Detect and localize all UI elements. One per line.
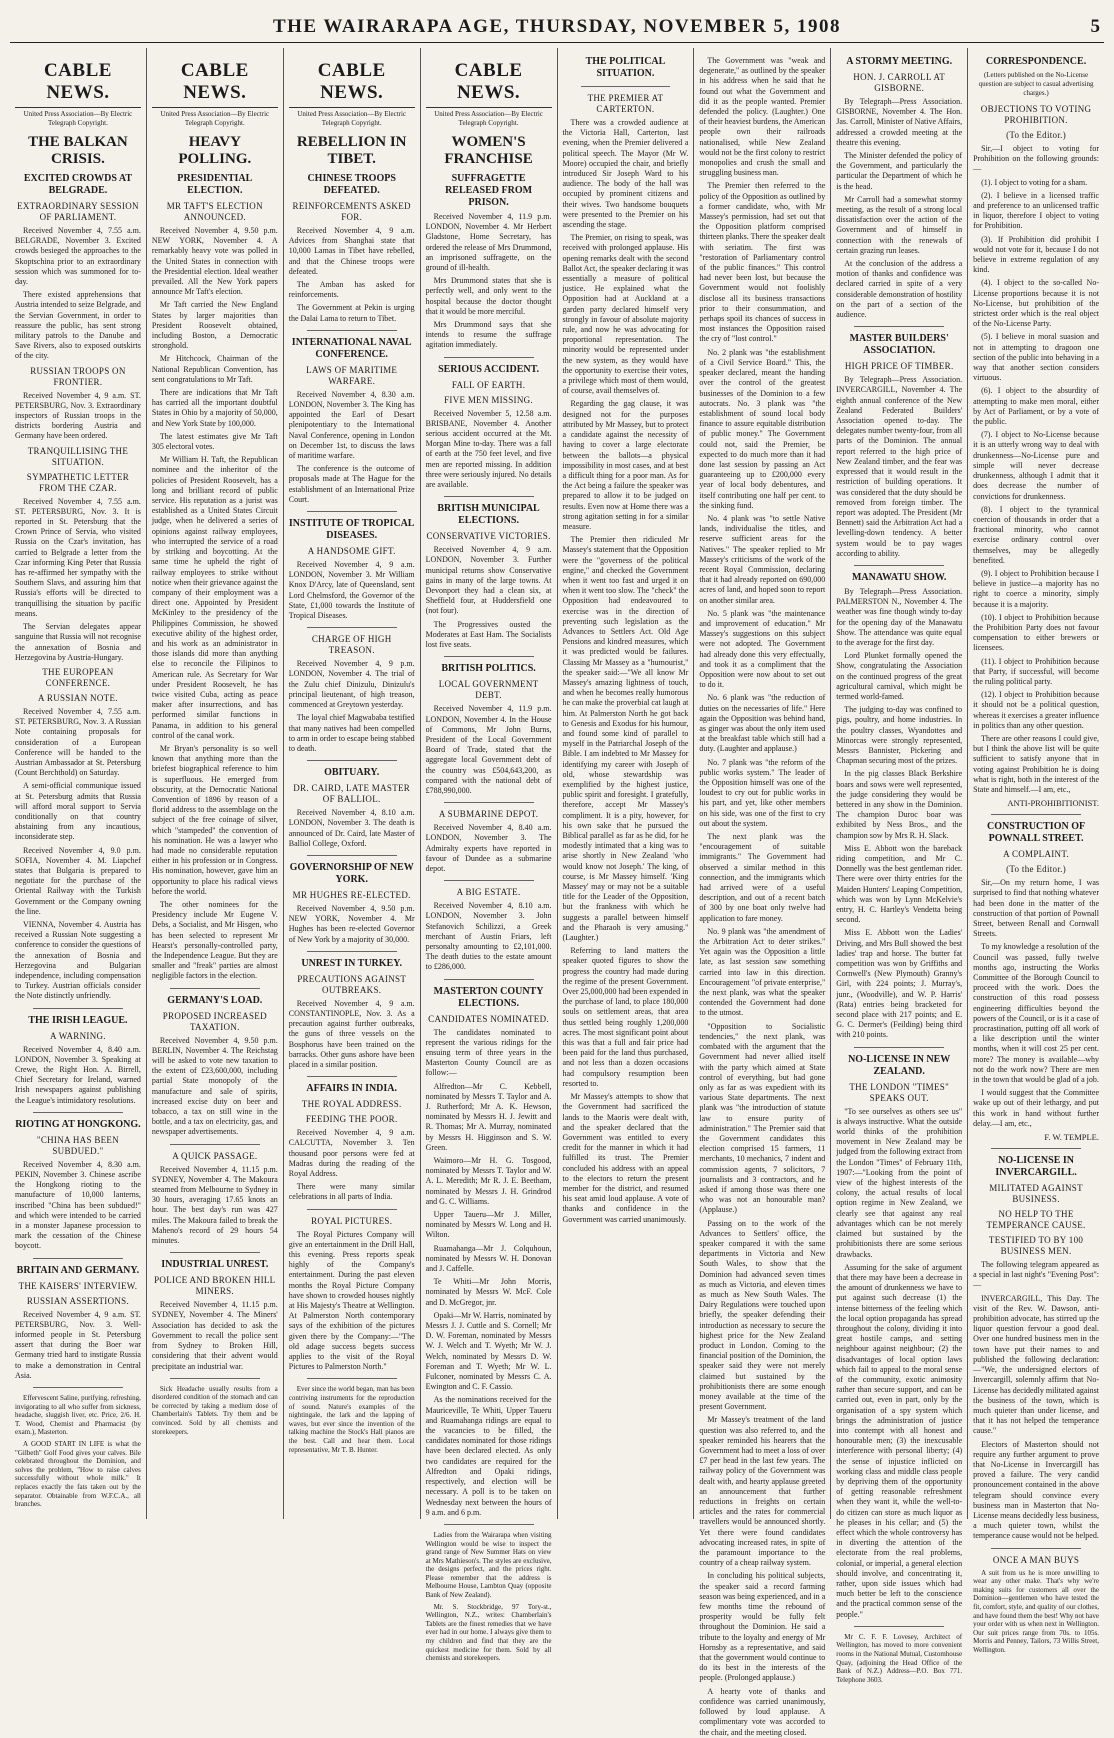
- article-paragraph: The loyal chief Magwababa testified that many natives had been compelled to arm in order to escape being stabbed to death.: [288, 713, 415, 753]
- subheadline: AFFAIRS IN INDIA.: [306, 1083, 398, 1095]
- article-paragraph: Received November 4, 9 a.m. LONDON, November 3. Mr William Knox D'Arcy, late of Queensland, sent Lord Chelmsford, the Governor of the State, £1,000 towards the Institute of Tropical Diseases.: [288, 560, 415, 621]
- divider: [170, 988, 260, 989]
- columns: [10, 48, 1104, 1737]
- masthead: [10, 16, 1104, 38]
- article-paragraph: The judging to-day was confined to pigs, poultry, and home industries. In the poultry classes, Wyandottes and Minorcas were strongly represented, Messrs Bannister, Pickering and Chapman securing most of the prizes.: [836, 705, 963, 766]
- letter-paragraph: (2). I believe in a licensed traffic and preference to an unlicensed traffic in liquor, therefore I object to voting for Prohibition.: [973, 190, 1099, 231]
- article-paragraph: The Premier then referred to the policy of the Opposition as outlined by a former candidate, who, with Mr Massey's permission, had set out that the Opposition platform comprised thirteen planks. There the speaker dealt with seriatim. The first was "restoration of Parliamentary control of the public finances." This control had never been lost, but because the Government would not foolishly disclose all its business transactions prior to their consummation, and perhaps spoil its chances of success in most instances the Opposition raised the cry of "lost control.": [699, 181, 826, 344]
- article-paragraph: The Premier then ridiculed Mr Massey's statement that the Opposition were the "governess of the political engine," and checked the Government when it went too fast and urged it on when it went too slow. The "check" the Opposition had endeavoured to exercise was in the direction of preventing such legislation as the Advances to Settlers Act. Old Age Pensions and kindred measures, which it was predicted would be failures. Classing Mr Massey as a "humourist," the speaker said:—"We all know Mr Massey's amazing lightness of touch, and when he becomes really humorous he can make the proverbial cat laugh at him. At Palmerston North he got back to Genesis and Exodus for his humour, and found some kind of parallel to myself in the Patriarchal Joseph of the Bible. I am indebted to Mr Massey for identifying my career with Joseph of old, whose stewardship was exemplified by the highest justice, public spirit and foresight. I gratefully, therefore, accept Mr Massey's compliment. It is a pity, however, for his own sake that he pursued the Biblical parallel as far as he did, for he modestly intimated that a king was to arise shortly in New Zealand 'who would know not Joseph.' The king, of course, is Mr Massey himself. 'King Massey' may or may not be a suitable title for the Leader of the Opposition, but the frankness with which he suggests a parallel between himself and the Pharaoh is very amusing." (Laughter.): [562, 535, 689, 943]
- letter-paragraph: Sir,—I object to voting for Prohibition on the following grounds:—: [973, 144, 1099, 174]
- article-paragraph: Received November 4, 9 a.m. ST. PETERSBURG, Nov. 3. Extraordinary inspectors of Russian troops in the districts bordering Austria and Germany have been ordered.: [15, 390, 141, 441]
- article-paragraph: Upper Taueru—Mr J. Miller, nominated by Messrs W. Long and H. Wilton.: [425, 1210, 552, 1240]
- article-paragraph: Passing on to the work of the Advances to Settlers' office, the speaker compared it with the same departments in Victoria and New South Wales, to show that the Dominion had advanced seven times as much as Victoria, and eleven times as much as New South Wales. The Dairy Regulations were touched upon briefly, the speaker defending their introduction as necessary to secure the highest price for the New Zealand product in London. Coming to the financial position of the Dominion, the speaker said they were not merely claimed but sustained by the prohibitionists there are some enough money available at the time of the present Government.: [699, 1218, 826, 1412]
- subheadline: RUSSIAN ASSERTIONS.: [26, 1295, 130, 1306]
- article-paragraph: Waimoro—Mr H. G. Tosgood, nominated by Messrs T. Taylor and W. A. L. Meredith; Mr R. J. E. Beetham, nominated by Messrs J. H. Grindrod and G. C. Williams.: [425, 1156, 552, 1206]
- subheadline: INDUSTRIAL UNREST.: [161, 1259, 269, 1271]
- to-editor-label: (To the Editor.): [1006, 864, 1067, 875]
- article-paragraph: No. 5 plank was "the maintenance and improvement of education." Mr Massey's suggestions on this subject were not adopted. The Government had already done this very effectually, and took it as a compliment that the Opposition were now about to set out to do it.: [699, 608, 826, 690]
- letter-paragraph: (1). I object to voting for a sham.: [981, 177, 1088, 187]
- article-paragraph: Miss E. Abbott won the Ladies' Driving, and Mrs Bull showed the best ladies' trap and horse. The butter fat competition was won by Griffiths and Cornwell's (New Plymouth) Granny's Girl, with 224 points; J. Murray's, junr., (Woodville), and W. P. Harris' (Rata) entries being bracketed for second place with 217 points; and E. G. C. Dermer's (Feilding) being third with 210 points.: [836, 928, 963, 1040]
- article-paragraph: Mr William H. Taft, the Republican nominee and the inheritor of the policies of President Roosevelt, has a long and brilliant record of public service. His reputation as a jurist was established as a United States Circuit judge, when he delivered a series of opinions against railway employees, who interrupted the service of a road by striking and boycotting. At the same time he upheld the right of railway employees to strike without notice when their grievance against the company of their employment was a direct one. Appointed by President McKinley to the presidency of the Philippines Commission, he showed executive ability of the highest order, and his work as an administrator in those islands did more than anything else to reconcile the Filipinos to American rule. As Secretary for War under President Roosevelt, he has twice visited Cuba, acting as peace maker after insurrections, and has performed similar functions in Panama, in addition to his general control of the canal work.: [151, 455, 278, 740]
- subheadline: A SUBMARINE DEPOT.: [438, 809, 539, 820]
- article-paragraph: Received November 4, 9 a.m. Advices from Shanghai state that 10,000 Lamas in Tibet have rebelled, and that the Chinese troops were defeated.: [288, 226, 415, 276]
- subheadline: GOVERNORSHIP OF NEW YORK.: [289, 861, 414, 885]
- article-paragraph: Received November 5, 12.58 a.m. BRISBANE, November 4. Another serious accident occurred at the Mt. Morgan Mine to-day. There was a fall of earth at the 750 feet level, and five men are reported missing. In addition three were seriously injured. No details are available.: [425, 408, 552, 490]
- article-paragraph: In concluding his political subjects, the speaker said a record farming season was being experienced, and in a few months time the rebound of prosperity would be fully felt throughout the Dominion. He said a tribute to the loyalty and energy of Mr Hornsby as a representative, and said that the government would continue to do its best in the interests of the people. (Prolonged applause.): [699, 1571, 826, 1683]
- letter-paragraph: To my knowledge a resolution of the Council was passed, fully twelve months ago, instructing the Works Committee of the Borough Council to proceed with the work. Does the construction of this road possess engineering difficulties beyond the powers of the Council, or is it a case of procrastination, putting off all work of a like description until the winter months, when it will cost 25 per cent. more? The money is available—why not do the work now? There are men in the town that would be glad of a job.: [973, 942, 1099, 1085]
- subheadline: CHARGE OF HIGH TREASON.: [311, 634, 392, 656]
- divider: [444, 496, 534, 497]
- divider: [33, 1387, 123, 1388]
- article-paragraph: No. 6 plank was "the reduction of duties on the necessaries of life." Here again the Opposition was behind hand, as ginger was about the only item used at the breakfast table which still had a duty. (Laughter and applause.): [699, 693, 826, 754]
- subheadline: LOCAL GOVERNMENT DEBT.: [438, 679, 539, 701]
- divider: [307, 627, 397, 628]
- advertisement: Sick Headache usually results from a disordered condition of the stomach and can be corrected by taking a medium dose of Chamberlain's Tablets. Try them and be convinced. Sold by all chemists and storekeepers.: [151, 1384, 278, 1436]
- article-paragraph: Received November 4, 11.9 p.m. LONDON, November 4. In the House of Commons, Mr John Burns, President of the Local Government Board of Trade, stated that the aggregate local Government debt of the country was £504,643,200, as compared with the national debt of £788,990,000.: [425, 704, 552, 795]
- letter-paragraph: (8). I object to the tyrannical coercion of thousands in order that a fractional minority, who cannot exercise ordinary control over themselves, may be allegedly benefited.: [973, 504, 1099, 565]
- advertisement: Mr. S. Stockbridge, 97 Tory-st., Wellington, N.Z., writes: Chamberlain's Tablets are the finest remedies that we have ever had in our home. I always give them to my children and find that they are the quickest medicine for them. Sold by all chemists and storekeepers.: [425, 1602, 552, 1663]
- divider: [307, 1378, 397, 1379]
- article-paragraph: Received November 4, 9.50 p.m. BERLIN, November 4. The Reichstag will be asked to vote new taxation to the extent of £23,600,000, including partial State monopoly of the manufacture and sale of spirits, increased excise duty on beer and tobacco, a tax on still wine in the bottle, and a tax on electricity, gas, and newspaper advertisements.: [151, 1035, 278, 1137]
- letter-paragraph: (3). If Prohibition did prohibit I would not vote for it, because I do not believe in extreme regulation of any kind.: [973, 234, 1099, 275]
- article-paragraph: Alfredton—Mr C. Kebbell, nominated by Messrs T. Taylor and A. J. Rutherford; Mr A. K. Hewson, nominated by Messrs H. J. Jewitt and R. Thomas; Mr A. Murray, nominated by Messrs H. Higginson and S. W. Green.: [425, 1081, 552, 1152]
- subheadline: CHINESE TROOPS DEFEATED.: [307, 173, 396, 196]
- article-paragraph: Mr Taft carried the New England States by larger majorities than President Roosevelt obtained, including Boston, a Democratic stronghold.: [151, 300, 278, 351]
- article-paragraph: There was a crowded audience at the Victoria Hall, Carterton, last evening, when the Premier delivered a political speech. The Mayor (Mr W. Moore) occupied the chair, and briefly introduced Sir Joseph Ward to his audience. The body of the hall was occupied by prominent citizens and their wives. Two handsome bouquets were presented to the Premier on his ascending the stage.: [562, 118, 689, 230]
- divider: [307, 330, 397, 331]
- advertisement-heading: ONCE A MAN BUYS: [992, 1554, 1080, 1565]
- divider: [444, 880, 534, 881]
- article-paragraph: Received November 4, 7.55 a.m. ST. PETERSBURG, Nov. 3. It is reported in St. Petersburg that the Crown Prince of Servia, who visited Russia on the Czar's invitation, has carried to Belgrade a letter from the Czar informing King Peter that Russia has re-affirmed her sympathy with the Southern Slavs, and assuring him that Russia's efforts will be directed to tranquillising the situation by pacific means.: [15, 496, 141, 618]
- column-8: [967, 48, 1104, 1654]
- subheadline: "CHINA HAS BEEN SUBDUED.": [36, 1134, 120, 1156]
- article-paragraph: A semi-official communique issued at St. Petersburg admits that Russia will afford moral support to Servia conditionally on that country abstaining from any incautious, inconsiderate step.: [15, 781, 141, 842]
- letter-paragraph: (12). I object to Prohibition because it should not be a political question, whereas it exercises a greater influence in politics than any other question.: [973, 690, 1099, 730]
- article-paragraph: A hearty vote of thanks and confidence was carried unanimously, followed by loud applause. A complimentary vote was accorded to the chair, and the meeting closed.: [699, 1686, 826, 1737]
- section-banner: CABLE NEWS.: [289, 54, 415, 108]
- article-paragraph: By Telegraph—Press Association. GISBORNE, November 4. The Hon. Jas. Carroll, Minister of Native Affairs, addressed a crowded meeting at the theatre this evening.: [836, 97, 963, 147]
- divider: [33, 1258, 123, 1259]
- divider: [33, 1112, 123, 1113]
- subheadline: EXCITED CROWDS AT BELGRADE.: [23, 173, 133, 196]
- headline: CORRESPONDENCE.: [985, 56, 1087, 67]
- article-paragraph: By Telegraph—Press Association. PALMERSTON N., November 4. The weather was fine though windy to-day for the opening day of the Manawatu Show. The attendance was quite equal to the average for the first day.: [836, 586, 963, 647]
- article-paragraph: Received November 4, 8.30 a.m. PEKIN, November 3. Chinese ascribe the Hongkong rioting to the manufacture of 10,000 lanterns, inscribed "China has been subdued!" and which were intended to be carried in a monster Japanese procession to mark the cessation of the Chinese boycott.: [15, 1159, 141, 1251]
- article-paragraph: There existed apprehensions that Austria intended to seize Belgrade, and the Servian Government, in order to reassure the public, has sent strong military patrols to the Danube and Save Rivers, also to exposed outskirts of the city.: [15, 290, 141, 361]
- subheadline: THE ROYAL ADDRESS.: [301, 1099, 402, 1110]
- subheadline: LAWS OF MARITIME WARFARE.: [306, 364, 398, 386]
- article-paragraph: Received November 4, 8.40 a.m. LONDON, November 3. Speaking at Crewe, the Right Hon. A. Birrell, Chief Secretary for Ireland, warned Irish newspapers against publishing the League's intimidatory resolutions.: [15, 1044, 141, 1105]
- column-6: [693, 48, 830, 1737]
- subheadline: RIOTING AT HONGKONG.: [15, 1118, 141, 1130]
- subheadline: PROPOSED INCREASED TAXATION.: [162, 1010, 267, 1032]
- article-paragraph: Received November 4, 9.0 p.m. SOFIA, November 4. M. Liapchef states that Bulgaria is prepared to negotiate for the purchase of the Oriental Railway with the Turkish Government or the Company owning the line.: [15, 845, 141, 916]
- masthead-rule: [10, 42, 1104, 43]
- article-paragraph: Received November 4, 9 a.m. CALCUTTA, November 3. Ten thousand poor persons were fed at Madras during the reading of the Royal Address.: [288, 1128, 415, 1178]
- subheadline: MILITATED AGAINST BUSINESS.: [989, 1183, 1083, 1205]
- subheadline: TRANQUILLISING THE SITUATION.: [27, 445, 129, 467]
- subheadline: INSTITUTE OF TROPICAL DISEASES.: [288, 518, 415, 542]
- letter-paragraph: (7). I object to No-License because it is an utterly wrong way to deal with drunkenness—No-License pure and simple will never decrease drunkenness, although I admit that it does decrease the number of convictions for drunkenness.: [973, 430, 1099, 501]
- divider: [854, 1047, 944, 1048]
- subheadline: REINFORCEMENTS ASKED FOR.: [292, 201, 411, 222]
- subheadline: NO-LICENSE IN INVERCARGILL.: [995, 1155, 1077, 1179]
- section-banner: CABLE NEWS.: [426, 54, 552, 108]
- divider: [307, 951, 397, 952]
- subheadline: DR. CAIRD, LATE MASTER OF BALLIOL.: [293, 783, 411, 805]
- advertisement: A suit from us he is more unwilling to wear any other make. That's why we're making suits for customers all over the Dominion—gentlemen who have tested the fit, comfort, style, and quality of our clothes, and have found them the best! Why not have your order with us when next in Wellington. Our suit prices range from 70s. to 105s. Morris and Penney, Tailors, 73 Willis Street, Wellington.: [973, 1568, 1099, 1654]
- divider: [991, 1148, 1081, 1149]
- press-credit: United Press Association—By Electric Telegraph Copyright.: [297, 110, 407, 127]
- article-paragraph: In the pig classes Black Berkshire boars and sows were well represented, the judge considering they would be bettered in any show in the Dominion. The champion Duroc boar was exhibited by Ness Bros., and the champion sow by Mrs R. H. Slack.: [836, 769, 963, 840]
- article-paragraph: The other nominees for the Presidency include Mr Eugene V. Debs, a Socialist, and Mr Hisgen, who has been selected to represent Mr Hearst's personally-controlled party, the Independence League. But they are smaller and "freak" parties are almost negligible factors in the election.: [151, 900, 278, 981]
- divider: [307, 855, 397, 856]
- article-paragraph: The next plank was the "encouragement of suitable immigrants." The Government had observed a similar method in this connection, and the immigrants which had arrived were of a useful description, and out of a recent batch of 300 by one boat only twelve had application to fare money.: [699, 832, 826, 923]
- headline: REBELLION IN TIBET.: [296, 134, 407, 167]
- divider: [170, 1252, 260, 1253]
- subheadline: THE EUROPEAN CONFERENCE.: [42, 666, 114, 688]
- section-banner: CABLE NEWS.: [152, 54, 278, 108]
- article-paragraph: Received November 4, 9.50 p.m. NEW YORK, November 4. A remarkably heavy vote was polled in the United States in connection with the Presidential election. Ideal weather prevailed. All the New York papers announce Mr Taft's election.: [151, 226, 278, 297]
- column-7: [830, 48, 967, 1684]
- article-paragraph: VIENNA, November 4. Austria has received a Russian Note suggesting a conference to consider the questions of the annexation of Bosnia and Herzegovina and Bulgarian independence, including compensation to Turkey. Austrian officials consider the Note distinctly unfriendly.: [15, 919, 141, 1001]
- divider: [854, 565, 944, 566]
- article-paragraph: "Opposition to Socialistic tendencies," the next plank, was combated with the argument that the Government had never allied itself with the party which aimed at State control of everything, but had gone only as far as was expedient with its various State departments. The next plank was "the introduction of statute law to ensure purity of administration." The Premier said that the Government candidates this election comprised 15 farmers, 11 merchants, 10 mechanics, 7 indent and commission agents, 7 solicitors, 7 journalists and 3 contractors, and he asked if among those was there one who was not an honourable man? (Applause.): [699, 1021, 826, 1215]
- article-paragraph: Miss E. Abbott won the bareback riding competition, and Mr C. Donnelly was the best gentleman rider. There were over thirty entries for the Maiden Hunters' Leaping Competition, which was won by Lynn McKelvie's entry, H. C. Hartley's Vendetta being second.: [836, 843, 963, 925]
- article-paragraph: Te Whiti—Mr John Morris, nominated by Messrs W. McF. Cole and D. McGregor, jnr.: [425, 1277, 552, 1307]
- divider: [307, 511, 397, 512]
- article-paragraph: Electors of Masterton should not require any further argument to prove that No-License in Invercargill has proved a failure. The very candid pronouncement contained in the above telegram should convince every business man in Masterton that No-License means decidedly less business, a much quieter town, whilst the temperance cause would not be helped.: [973, 1439, 1099, 1541]
- letter-signature: ANTI-PROHIBITIONIST.: [1007, 798, 1099, 809]
- article-paragraph: Received November 4, 8.10 a.m. LONDON, November 3. The death is announced of Dr. Caird, late Master of Balliol College, Oxford.: [288, 808, 415, 848]
- subheadline: BRITISH POLITICS.: [441, 663, 536, 675]
- letter-paragraph: (6). I object to the absurdity of attempting to make men moral, either by Act of Parliament, or by a vote of the public.: [973, 386, 1099, 427]
- article-paragraph: Received November 4, 9 a.m. LONDON, November 3. Further municipal returns show Conservative gains in many of the large towns. At Devonport they had a clean six, at Sheffield four, at Huddersfield one (not four).: [425, 545, 552, 616]
- subheadline: A HANDSOME GIFT.: [307, 546, 396, 557]
- column-4: [420, 48, 557, 1663]
- article-paragraph: There were many similar celebrations in all parts of India.: [288, 1182, 415, 1202]
- subheadline: A BIG ESTATE.: [456, 887, 521, 898]
- article-paragraph: Received November 4, 11.15 p.m. SYDNEY, November 4. The Makoura steamed from Melbourne to Sydney in 30 hours, averaging 17.65 knots an hour. The best day's run was 427 miles. The Makoura failed to break the Maheno's record of 29 hours 54 minutes.: [151, 1164, 278, 1246]
- divider: [307, 1076, 397, 1077]
- divider: [444, 802, 534, 803]
- masthead-title: THE WAIRARAPA AGE, THURSDAY, NOVEMBER 5, 1908: [272, 16, 842, 37]
- subheadline: NO HELP TO THE TEMPERANCE CAUSE.: [986, 1209, 1086, 1231]
- article-paragraph: Received November 4, 7.55 a.m. ST. PETERSBURG, Nov. 3. A Russian Note containing proposals for consideration of a European Conference will be handed to the Austrian Ambassador at St. Petersburg (Count Berchthold) on Saturday.: [15, 706, 141, 778]
- subheadline: HIGH PRICE OF TIMBER.: [844, 361, 954, 372]
- subheadline: OBITUARY.: [324, 767, 380, 779]
- divider: [33, 1008, 123, 1009]
- divider: [444, 1524, 534, 1525]
- article-paragraph: The Premier, on rising to speak, was received with prolonged applause. His opening remarks dealt with the second Ballot Act, the speaker declaring it was essentially a measure of political justice. He explained what the Opposition had at Auckland at a garden party declared himself very strongly in favour of absolute majority rule, and now he was advocating for proportional representation. The minority would be represented under the new system, as they would have the opportunity to exercise their votes, a privilege which most of them would, of course, avail themselves of.: [562, 233, 689, 396]
- article-paragraph: The Government at Pekin is urging the Dalai Lama to return to Tibet.: [288, 303, 415, 323]
- article-paragraph: The Royal Pictures Company will give an entertainment in the Drill Hall, this evening. Press reports speak highly of the Company's entertainment. During the past eleven months the Royal Picture Company have shown to crowded houses nightly at His Majesty's Theatre at Wellington. At Palmerston North contemporary says of the exhibition of the pictures given there by the Company:—"The old adage success begets success applies to the visit of the Royal Pictures to Palmerston North.": [288, 1229, 415, 1372]
- divider: [170, 1378, 260, 1379]
- subheadline: HON. J. CARROLL AT GISBORNE.: [853, 72, 946, 93]
- subheadline: RUSSIAN TROOPS ON FRONTIER.: [30, 365, 126, 387]
- article-paragraph: Mr Hitchcock, Chairman of the National Republican Convention, has sent congratulations to Mr Taft.: [151, 354, 278, 384]
- letter-paragraph: (4). I object to the so-called No-License proportions because it is not No-License, but prohibition of the strictest order which is the real object of the No-License Party.: [973, 278, 1099, 329]
- subheadline: THE IRISH LEAGUE.: [28, 1014, 128, 1026]
- article-paragraph: Mrs Drummond states that she is perfectly well, and only went to the hospital because the doctor thought that it would be more merciful.: [425, 276, 552, 316]
- subheadline: FEEDING THE POOR.: [305, 1114, 398, 1125]
- column-1: [10, 48, 146, 1519]
- divider: [444, 979, 534, 980]
- headline: WOMEN'S FRANCHISE: [444, 134, 533, 167]
- letter-paragraph: (5). I believe in moral suasion and not in attempting to dragoon one section of the public into behaving in a way that another section considers virtuous.: [973, 332, 1099, 383]
- article-paragraph: Received November 4, 9 p.m. LONDON, November 4. The trial of the Zulu chief Dinizulu, Dinizulu's principal lieutenant, of high treason, commenced at Greytown yesterday.: [288, 659, 415, 710]
- article-paragraph: Mr Carroll had a somewhat stormy meeting, as the result of a strong local dissatisfaction over the action of the Government and of himself in connection with the renewals of certain grazing run leases.: [836, 194, 963, 255]
- advertisement: Ladies from the Wairarapa when visiting Wellington would be wise to inspect the grand range of New Summer Hats on view at Mrs Mathieson's. The styles are exclusive, the designs perfect, and the prices right. Please remember that the address is Melbourne House, Lambton Quay (opposite Bank of New Zealand).: [425, 1530, 552, 1600]
- subheadline: CANDIDATES NOMINATED.: [428, 1013, 549, 1024]
- article-paragraph: The following telegram appeared as a special in last night's "Evening Post":—: [973, 1260, 1099, 1290]
- subheadline: A WARNING.: [50, 1030, 106, 1041]
- subheadline: TESTIFIED TO BY 100 BUSINESS MEN.: [988, 1235, 1084, 1257]
- article-paragraph: As the nominations received for the Mauriceville, Te Whiti, Upper Taueru and Ruamahanga ridings are equal to the vacancies to be filled, the candidates nominated for those ridings have been declared elected. As only two candidates are required for the Alfredton and Opaki ridings, respectively, and election will be necessary. A poll is to be taken on Wednesday next between the hours of 9 a.m. and 6 p.m.: [425, 1395, 552, 1517]
- headline: THE BALKAN CRISIS.: [28, 134, 128, 167]
- column-2: [146, 48, 283, 1519]
- subheadline: PRESIDENTIAL ELECTION.: [177, 173, 253, 196]
- article-paragraph: Received November 4, 7.55 a.m. BELGRADE, November 3. Excited crowds besieged the approaches to the Skoptschina prior to an extraordinary session which was summoned for to-day.: [15, 226, 141, 287]
- article-paragraph: No. 7 plank was "the reform of the public works system." The leader of the Opposition himself was one of the loudest to cry out for public works in his part, and yet, like other members on his side, was one of the first to cry out about the system.: [699, 757, 826, 828]
- subheadline: POLICE AND BROKEN HILL MINERS.: [154, 1275, 276, 1297]
- subheadline: A QUICK PASSAGE.: [172, 1150, 258, 1161]
- divider: [854, 326, 944, 327]
- advertisement: A GOOD START IN LIFE is what the "Gilbeth" Golf Food gives your calves. Bile celebrated throughout the Dominion, and solves the problem, "How to raise calves successfully without whole milk." It replaces exactly the fats taken out by the separator. Obtainable from W.F.C.A., all branches.: [15, 1440, 141, 1509]
- article-paragraph: There are indications that Mr Taft has carried all the important doubtful States in Ohio by a majority of 50,000, and New York State by 100,000.: [151, 388, 278, 428]
- advertisement: Effervescent Saline, purifying, refreshing, invigorating to all who suffer from sickness, headache, sluggish liver, etc. Price, 2/6. H. T. Wood, Chemist and Pharmacist (by exam.), Masterton.: [15, 1394, 141, 1437]
- subheadline: SERIOUS ACCIDENT.: [438, 363, 540, 375]
- divider: [581, 86, 671, 87]
- article-paragraph: Lord Plunket formally opened the Show, congratulating the Association on the continued progress of the great agricultural carnival, which might be termed world-famed.: [836, 651, 963, 701]
- letter-paragraph: (11). I object to Prohibition because that Party, if successful, will become the ruling political party.: [973, 656, 1099, 686]
- divider: [307, 1209, 397, 1210]
- advertisement: Mr C. F. F. Lovesey, Architect of Wellington, has moved to more convenient rooms in the National Mutual, Customhouse Quay, (adjoining the Head Office of the Bank of N.Z.) Address—P.O. Box 771. Telephone 3603.: [836, 1632, 963, 1684]
- subheadline: OBJECTIONS TO VOTING PROHIBITION.: [980, 104, 1092, 125]
- divider: [444, 357, 534, 358]
- divider: [444, 656, 534, 657]
- letter-signature: F. W. TEMPLE.: [1044, 1132, 1099, 1143]
- editorial-note: (Letters published on the No-License question are subject to casual advertising charges.): [978, 71, 1094, 97]
- article-paragraph: The Amban has asked for reinforcements.: [288, 280, 415, 300]
- article-paragraph: Mrs Drummond says that she intends to resume the suffrage agitation immediately.: [425, 320, 552, 350]
- subheadline: CONSTRUCTION OF POWNALL STREET.: [987, 821, 1086, 845]
- letter-paragraph: Sir,—On my return home, I was surprised to find that nothing whatever had been done in the matter of the construction of that portion of Pownall Street, between Renall and Cornwall Streets.: [973, 878, 1099, 939]
- article-paragraph: INVERCARGILL, This Day. The visit of the Rev. W. Dawson, anti-prohibition advocate, has stirred up the liquor question fervour a good deal. Over one hundred business men in the town have put their names to and published the following declaration:—"We, the undersigned electors of Invercargill, solemnly affirm that No-License has decidedly militated against the business of the town, which is much quieter than under license, and that it has not helped the temperance cause.": [973, 1293, 1099, 1436]
- divider: [854, 1626, 944, 1627]
- article-paragraph: No. 9 plank was "the amendment of the Arbitration Act to deter strikes." Yet again was the Opposition a little late, as last session saw something carried into law in this direction. Encouragement "of private enterprise," the next plank, was what the speaker contended the Government had done to the utmost.: [699, 926, 826, 1018]
- subheadline: THE KAISERS' INTERVIEW.: [18, 1280, 138, 1291]
- press-credit: United Press Association—By Electric Telegraph Copyright.: [23, 110, 133, 127]
- divider: [170, 1144, 260, 1145]
- article-paragraph: The latest estimates give Mr Taft 305 electoral votes.: [151, 431, 278, 452]
- article-paragraph: Received November 4, 8.40 a.m. LONDON, November 3. The Admiralty experts have reported in favour of Dundee as a submarine depot.: [425, 823, 552, 873]
- subheadline: EXTRAORDINARY SESSION OF PARLIAMENT.: [17, 201, 139, 222]
- article-paragraph: The Servian delegates appear sanguine that Russia will not recognise the annexation of Bosnia and Herzegovina by Austria-Hungary.: [15, 622, 141, 662]
- letter-paragraph: I would suggest that the Committee wake up out of their lethargy, and put this work in hand without further delay.—I am, etc.,: [973, 1088, 1099, 1128]
- headline: A STORMY MEETING.: [846, 56, 953, 67]
- subheadline: INTERNATIONAL NAVAL CONFERENCE.: [291, 336, 412, 360]
- to-editor-label: (To the Editor.): [1006, 130, 1067, 140]
- article-paragraph: Mr Massey's attempts to show that the Government had sacrificed the lands to the Maoris were dealt with, and the speaker declared that the Government was entitled to every credit for the manner in which it had fulfilled its trust. The Premier concluded his address with an appeal to the electors to return the present member for the district, and resumed his seat amid loud applause. A vote of thanks and confidence in the Government was carried unanimously.: [562, 1092, 689, 1224]
- letter-paragraph: (9). I object to Prohibition because I believe in justice—a majority has no right to coerce a minority, simply because it is a majority.: [973, 568, 1099, 609]
- subheadline: THE LONDON "TIMES" SPEAKS OUT.: [849, 1081, 950, 1103]
- subheadline: ROYAL PICTURES.: [311, 1215, 393, 1226]
- subheadline: UNREST IN TURKEY.: [301, 957, 403, 969]
- article-paragraph: Mr Massey's treatment of the land question was also referred to, and the speaker reminded his hearers that the Government had to meet a loss of over £7 per head in the last few years. The railway policy of the Government was dealt with, and hearty applause greeted an announcement that further reductions in freights on certain articles and the rates for commercial travellers would be announced shortly. Yet there were found candidates advocating increased rates, in spite of the paramount importance to the country of a cheap railway system.: [699, 1415, 826, 1568]
- article-paragraph: The candidates nominated to represent the various ridings for the ensuing term of three years in the Masterton County Council are as follow:—: [425, 1027, 552, 1078]
- article-paragraph: At the conclusion of the address a motion of thanks and confidence was declared carried in spite of a very considerable demonstration of hostility on the part of a section of the audience.: [836, 259, 963, 320]
- subheadline: A COMPLAINT.: [1003, 849, 1070, 860]
- subheadline: MASTERTON COUNTY ELECTIONS.: [433, 985, 544, 1009]
- divider: [991, 814, 1081, 815]
- section-banner: CABLE NEWS.: [15, 54, 141, 108]
- article-paragraph: The Progressives ousted the Moderates at East Ham. The Socialists lost five seats.: [425, 619, 552, 650]
- article-paragraph: Received November 4, 8.30 a.m. LONDON, November 3. The King has appointed the Earl of Desart plenipotentiary to the International Naval Conference, opening in London on December 1st, to discuss the laws of maritime warfare.: [288, 389, 415, 461]
- subheadline: FIVE MEN MISSING.: [444, 394, 533, 405]
- divider: [991, 1548, 1081, 1549]
- subheadline: BRITAIN AND GERMANY.: [16, 1264, 140, 1276]
- subheadline: FALL OF EARTH.: [451, 379, 526, 390]
- subheadline: MANAWATU SHOW.: [851, 571, 947, 583]
- subheadline: SUFFRAGETTE RELEASED FROM PRISON.: [445, 173, 533, 208]
- subheadline: NO-LICENSE IN NEW ZEALAND.: [848, 1053, 951, 1077]
- subheadline: GERMANY'S LOAD.: [167, 994, 263, 1006]
- article-paragraph: Referring to land matters the speaker quoted figures to show the progress the country had made during the regime of the present Government. Over 25,000,000 had been expended in the purchase of land, to place 180,000 souls on settlement areas, that area thus settled being roughly 1,200,000 acres. The most significant point about this was that a full and fair price had been paid for the land thus purchased, and not less than a dozen occasions had compulsory resumption been resorted to.: [562, 946, 689, 1088]
- headline: THE POLITICAL SITUATION.: [585, 56, 666, 79]
- article-paragraph: Ruamahanga—Mr J. Colquhoun, nominated by Messrs W. H. Donovan and J. Caffelle.: [425, 1243, 552, 1274]
- article-paragraph: The conference is the outcome of proposals made at The Hague for the establishment of an International Prize Court.: [288, 464, 415, 504]
- article-paragraph: Opaki—Mr W. Harris, nominated by Messrs J. J. Cuttle and S. Cornell; Mr D. W. Foreman, nominated by Messrs W. J. Welch and T. Wyeth; Mr W. J. Welch, nominated by Messrs D. W. Foreman and T. Wyeth; Mr W. L. Fulconer, nominated by Messrs C. A. Ewington and C. F. Cassio.: [425, 1310, 552, 1392]
- article-paragraph: By Telegraph—Press Association. INVERCARGILL, November 4. The eighth annual conference of the New Zealand Federated Builders' Association opened to-day. The delegates number twenty-four, from all parts of the Dominion. The annual report referred to the high price of New Zealand timber, and the fear was expressed that it would result in the restriction of building operations. It was considered that the duty should be removed from foreign timber. The report was adopted. The President (Mr Bennett) said the Arbitration Act had a levelling-down tendency. A better system would be to pay wages according to ability.: [836, 375, 963, 558]
- article-paragraph: Received November 4, 8.10 a.m. LONDON, November 3. John Stefanovich Schilizzi, a Greek merchant of Austin Friars, left personalty amounting to £2,101,000. The death duties to the estate amount to £286,000.: [425, 901, 552, 972]
- column-5: [557, 48, 694, 1519]
- advertisement: Ever since the world began, man has been contriving instruments for the reproduction of sound. Nature's examples of the nightingale, the lark and the lapping of waves, but ever since the invention of the talking machine the Stock's Hall pianos are the best. Call and hear them. Local representative, Mr T. B. Hunter.: [288, 1385, 415, 1454]
- page-number: 5: [1090, 16, 1100, 37]
- article-paragraph: No. 4 plank was "to settle Native lands, individualise the titles, and reserve sufficient areas for the Natives." The speaker replied to Mr Massey's criticisms of the work of the recent Royal Commission, declaring that it had already reported on 690,000 acres of land, and hoped soon to report on another similar area.: [699, 513, 826, 605]
- article-paragraph: Received November 4, 9 a.m. ST. PETERSBURG, Nov. 3. Well-informed people in St. Petersburg assert that during the Boer war Germany tried hard to instigate Russia to make a demonstration in Central Asia.: [15, 1309, 141, 1380]
- article-paragraph: "To see ourselves as others see us" is always instructive. What the outside world thinks of the prohibition movement in New Zealand may be judged from the following extract from the London "Times" of February 11th, 1907:—"Looking from the point of view of the highest interests of the colony, the actual results of local option regime in New Zealand, we clearly see that against any real advantages which can be not merely claimed but sustained by the prohibitionists there are some serious drawbacks.: [836, 1106, 963, 1259]
- article-paragraph: Regarding the gag clause, it was designed not for the purposes attributed by Mr Massey, but to protect a candidate against the necessity of having to cover a large electorate between the ballots—a physical impossibility in most cases, and at best a difficult thing for a poor man. As for the Act being a failure the speaker was prepared to allow it to be judged on results. Even now at Home there was a strong agitation setting in for a similar measure.: [562, 399, 689, 531]
- article-paragraph: Received November 4, 9.50 p.m. NEW YORK, November 4. Mr Hughes has been re-elected Governor of New York by a majority of 30,000.: [288, 903, 415, 944]
- press-credit: United Press Association—By Electric Telegraph Copyright.: [434, 110, 543, 127]
- article-paragraph: The Government was "weak and degenerate," as outlined by the speaker in his address when he said that he found out what the Government and did it as the people wanted. Premier defended the policy. (Laughter.) One of their heaviest burdens, the American people own their railroads nationalised, while New Zealand would not be the first colony to restrict monopolies and crush the small and struggling business man.: [699, 56, 826, 178]
- article-paragraph: Mr Bryan's personality is so well known that anything more than the briefest biographical reference to him is superfluous. He emerged from obscurity, at the Democratic National Convention of 1896 by reason of a florid address to the assemblage on the subject of the free coinage of silver, which "stampeded" the convention of his nomination. He was a lawyer who had made no considerable reputation either in his profession or in Congress. His nomination, however, gave him an opportunity to place his radical views before the world.: [151, 743, 278, 896]
- subheadline: THE PREMIER AT CARTERTON.: [587, 93, 664, 114]
- article-paragraph: The Minister defended the policy of the Government, and particularly the particular the Department of which he is the head.: [836, 151, 963, 191]
- letter-paragraph: (10). I object to Prohibition because the Prohibition Party does not favour compensation to either brewers or licensees.: [973, 612, 1099, 653]
- subheadline: BRITISH MUNICIPAL ELECTIONS.: [437, 503, 540, 527]
- article-paragraph: Received November 4, 9 a.m. CONSTANTINOPLE, Nov. 3. As a precaution against further outbreaks, the guns of three vessels on the Bosphorus have been trained on the barracks. Other guns ashore have been placed in a similar position.: [288, 998, 415, 1069]
- article-paragraph: No. 2 plank was "the establishment of a Civil Service Board." This, the speaker declared, meant the handing over the control of the greatest businesses of the Dominion to a few autocrats. No. 3 plank was "the establishment of sound local body finance to assure equitable distribution of public money." The Government could not, said the Premier, be expected to do much more than it had done last session by passing an Act guaranteeing up to £200,000 every year of local body debentures, and itself contributing one half per cent. to the sinking fund.: [699, 347, 826, 510]
- subheadline: A RUSSIAN NOTE.: [38, 692, 118, 703]
- press-credit: United Press Association—By Electric Telegraph Copyright.: [160, 110, 270, 127]
- letter-paragraph: There are other reasons I could give, but I think the above list will be quite sufficient to satisfy anyone that in voting against Prohibition he is doing what is right, both in the interest of the State and himself.—I am, etc.,: [973, 733, 1099, 794]
- subheadline: MR HUGHES RE-ELECTED.: [292, 889, 411, 900]
- article-paragraph: Received November 4, 11.15 p.m. SYDNEY, November 4. The Miners' Association has decided to ask the Government to recall the police sent from Sydney to Broken Hill, considering that their advent would precipitate an industrial war.: [151, 1300, 278, 1371]
- subheadline: PRECAUTIONS AGAINST OUTBREAKS.: [297, 973, 407, 995]
- divider: [307, 760, 397, 761]
- column-3: [283, 48, 420, 1519]
- subheadline: SYMPATHETIC LETTER FROM THE CZAR.: [26, 471, 130, 493]
- subheadline: CONSERVATIVE VICTORIES.: [426, 531, 551, 542]
- article-paragraph: Assuming for the sake of argument that there may have been a decrease in the amount of drunkenness we have to put against such decrease (1) the intense bitterness of the feeling which the local option propaganda has spread throughout the colony, dividing it into great hostile camps, and setting neighbour against neighbour; (2) the disadvantages of local option laws which fail to appeal to the moral sense of the community, exotic animosity rather than secure support, and can be carried out, even in part, only by the organisation of a spy system which brings the administration of justice into contempt with all honest and honourable men; (3) the inexcusable interference with personal liberty; (4) the sense of injustice inflicted on working class and middle class people by depriving them of the opportunity of getting reasonable refreshment when they want it, while the well-to-do citizen can store as much liquor as he pleases in his cellar; and (5) the effect which the whole controversy has in diverting the attention of the electorate from the real problems, colonial, or imperial, a general election should involve, and concentrating it, rather, upon side issues which had much better be left to the conscience and the practical common sense of the people.": [836, 1262, 963, 1619]
- article-paragraph: Received November 4, 11.9 p.m. LONDON, November 4. Mr Herbert Gladstone, Home Secretary, has ordered the release of Mrs Drummond, an imprisoned suffragette, on the ground of ill-health.: [425, 212, 552, 273]
- subheadline: MASTER BUILDERS' ASSOCIATION.: [849, 333, 949, 357]
- subheadline: MR TAFT'S ELECTION ANNOUNCED.: [166, 201, 263, 222]
- headline: HEAVY POLLING.: [178, 134, 252, 167]
